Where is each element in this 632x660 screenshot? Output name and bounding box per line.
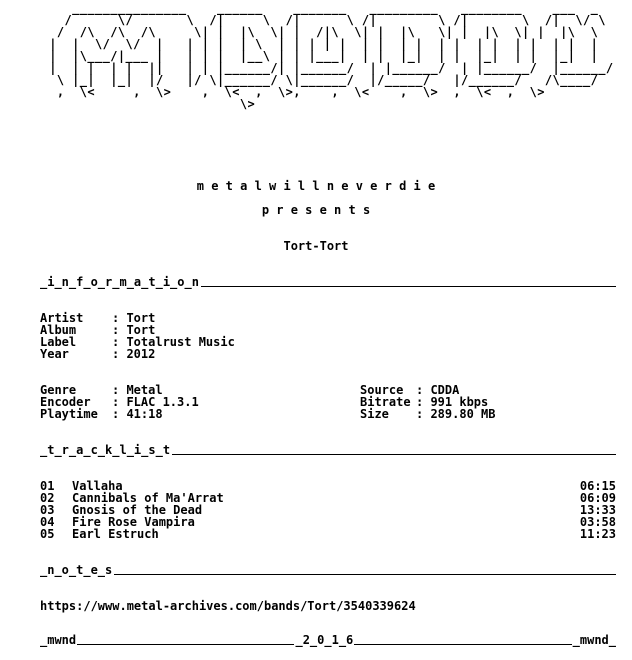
genre-key: Genre bbox=[40, 383, 77, 397]
artist-key: Artist bbox=[40, 311, 84, 325]
track-title: Gnosis of the Dead bbox=[72, 503, 203, 517]
bitrate-value-row: : 991 kbps bbox=[416, 395, 489, 409]
album-key: Album bbox=[40, 323, 77, 337]
notes-section-header bbox=[40, 564, 616, 576]
section-divider bbox=[201, 286, 616, 287]
source-key: Source bbox=[360, 383, 404, 397]
track-number: 03 bbox=[40, 503, 55, 517]
encoder-value-row: : FLAC 1.3.1 bbox=[112, 395, 199, 409]
playtime-value: 41:18 bbox=[126, 407, 163, 421]
section-divider bbox=[172, 454, 616, 455]
footer-right-tag: _mwnd_ bbox=[572, 633, 616, 647]
metal-archives-link[interactable]: https://www.metal-archives.com/bands/Tort/3540339624 bbox=[40, 599, 416, 613]
size-value: 289.80 MB bbox=[430, 407, 496, 421]
encoder-key: Encoder bbox=[40, 395, 91, 409]
tagline: m e t a l w i l l n e v e r d i e bbox=[196, 179, 436, 193]
label-key: Label bbox=[40, 335, 77, 349]
playtime-row bbox=[40, 408, 98, 420]
artist-value: Tort bbox=[126, 311, 156, 325]
year-value-row: : 2012 bbox=[112, 347, 156, 361]
track-duration: 13:33 bbox=[579, 503, 616, 517]
footer-left-tag: _mwnd bbox=[40, 633, 77, 647]
source-value-row: : CDDA bbox=[416, 383, 460, 397]
year-value: 2012 bbox=[126, 347, 156, 361]
track-duration: 06:15 bbox=[579, 479, 616, 493]
bitrate-value: 991 kbps bbox=[430, 395, 489, 409]
presents-text: p r e s e n t s bbox=[261, 203, 371, 217]
size-value-row: : 289.80 MB bbox=[416, 407, 496, 421]
album-value: Tort bbox=[126, 323, 156, 337]
bitrate-key: Bitrate bbox=[360, 395, 411, 409]
footer-rule bbox=[40, 634, 616, 646]
playtime-key: Playtime bbox=[40, 407, 98, 421]
section-divider bbox=[114, 574, 616, 575]
footer-year: _2_0_1_6 bbox=[295, 633, 354, 647]
track-title: Fire Rose Vampira bbox=[72, 515, 195, 529]
notes-label: _n_o_t_e_s bbox=[40, 563, 113, 577]
footer-divider bbox=[354, 644, 571, 645]
track-duration: 11:23 bbox=[579, 527, 616, 541]
tracklist-label: _t_r_a_c_k_l_i_s_t bbox=[40, 443, 171, 457]
year-key: Year bbox=[40, 347, 69, 361]
track-number: 01 bbox=[40, 479, 55, 493]
track-duration: 06:09 bbox=[579, 491, 616, 505]
label-value: Totalrust Music bbox=[126, 335, 235, 349]
artist-value-row: : Tort bbox=[112, 311, 156, 325]
track-title: Cannibals of Ma'Arrat bbox=[72, 491, 224, 505]
genre-value-row: : Metal bbox=[112, 383, 163, 397]
footer-divider bbox=[77, 644, 294, 645]
album-value-row: : Tort bbox=[112, 323, 156, 337]
playtime-value-row: : 41:18 bbox=[112, 407, 163, 421]
track-duration: 03:58 bbox=[579, 515, 616, 529]
genre-value: Metal bbox=[126, 383, 163, 397]
track-number: 04 bbox=[40, 515, 55, 529]
track-title: Earl Estruch bbox=[72, 527, 159, 541]
label-value-row: : Totalrust Music bbox=[112, 335, 235, 349]
size-key: Size bbox=[360, 407, 389, 421]
information-section-header bbox=[40, 276, 616, 288]
release-title: Tort-Tort bbox=[283, 239, 349, 253]
track-number: 05 bbox=[40, 527, 55, 541]
track-number: 02 bbox=[40, 491, 55, 505]
tracklist-section-header bbox=[40, 444, 616, 456]
encoder-value: FLAC 1.3.1 bbox=[126, 395, 199, 409]
track-row bbox=[40, 528, 616, 540]
information-label: _i_n_f_o_r_m_a_t_i_o_n bbox=[40, 275, 199, 289]
source-value: CDDA bbox=[430, 383, 460, 397]
size-row bbox=[360, 408, 389, 420]
year-row bbox=[40, 348, 69, 360]
mwnd-ascii-logo: _______________ ______ _______ _________ ________ ___ _ / \/ \ /| \ /| \ /| \ /| \ /| \/ \ / /\ /\ /\ \| | |\ \| | /|\ \| | |\ \| | |\ \| | |\ \ | | \/ \/ | | | | | \ | | | | | | | | | | | | | | | | | | | |\___/|___ | | | | |__\ | | |___| | | |_| | | |_| | | |_| | | | | | | || | | |______/| |______/ | |______/ | |______/ |______/ \ |_| |_| |/ |/ \|______/ \|______/ |/_____/ |/______/ /\____/ , \< , \> , \< , \>, , \< , \> , \< , \> \> bbox=[49, 1, 614, 111]
track-title: Vallaha bbox=[72, 479, 123, 493]
